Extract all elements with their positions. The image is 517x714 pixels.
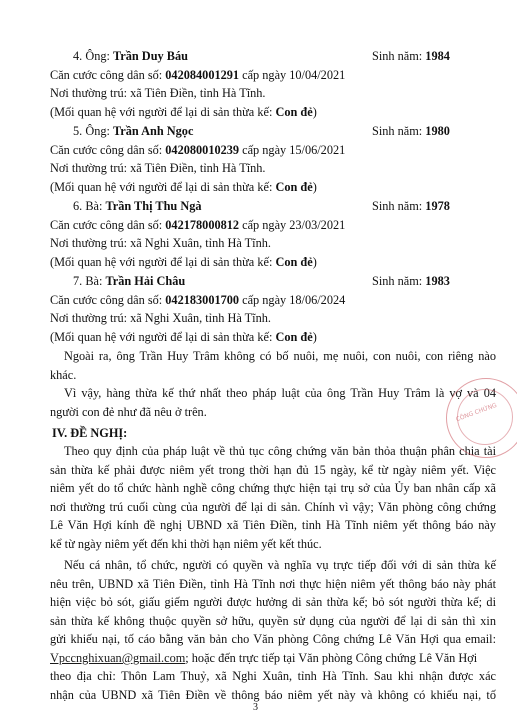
para-complaint-line-7: theo địa chỉ: Thôn Lam Thuỷ, xã Nghi Xuân, tỉnh Hà Tĩnh. Sau khi nhận được xác — [50, 669, 496, 683]
birth-year: 1980 — [425, 124, 450, 138]
heir-title: Bà: — [85, 199, 103, 213]
heir-number: 4. — [73, 49, 83, 63]
id-number: 042178000812 — [165, 218, 240, 232]
heir-4-residence: Nơi thường trú: xã Tiên Điền, tỉnh Hà Tĩnh. — [50, 86, 266, 100]
para-besides-line-1: Ngoài ra, ông Trần Huy Trâm không có bố nuôi, mẹ nuôi, con nuôi, con riêng nào — [64, 349, 496, 363]
heir-7-relation — [50, 329, 317, 345]
email-link[interactable]: Vpccnghixuan@gmail.com — [50, 651, 186, 665]
para-request-line-5: Lê Văn Hợi kính đề nghị UBND xã Tiên Điền, tỉnh Hà Tĩnh niêm yết thông báo này — [50, 518, 496, 532]
heir-title: Ông: — [85, 49, 110, 63]
section-heading: IV. ĐỀ NGHỊ: — [52, 426, 128, 440]
id-label: Căn cước công dân số: — [50, 218, 163, 232]
birth-year: 1984 — [425, 49, 450, 63]
para-thus-line-1: Vì vậy, hàng thừa kế thứ nhất theo pháp luật của ông Trần Huy Trâm là vợ và 04 — [64, 386, 496, 400]
id-number: 042080010239 — [165, 143, 240, 157]
para-request-line-6: kể từ ngày niêm yết đến khi thời hạn niêm yết kết thúc. — [50, 537, 322, 551]
relation-close: ) — [312, 330, 317, 344]
relation-value: Con đẻ — [275, 105, 313, 119]
relation-value: Con đẻ — [275, 330, 313, 344]
para-request-line-2: sản thừa kế phải được niêm yết trong thời hạn đủ 15 ngày, kể từ ngày niêm yết. Việc — [50, 463, 496, 477]
heir-4-id-line — [50, 67, 345, 83]
para-complaint-line-5: gửi khiếu nại, tố cáo bằng văn bản cho Văn phòng Công chứng Lê Văn Hợi qua email: — [50, 632, 496, 646]
heir-title: Bà: — [85, 274, 103, 288]
heir-6-name-line — [73, 198, 202, 214]
heir-6-residence: Nơi thường trú: xã Nghi Xuân, tỉnh Hà Tĩnh. — [50, 236, 271, 250]
heir-5-relation — [50, 179, 317, 195]
birth-year: 1983 — [425, 274, 450, 288]
heir-title: Ông: — [85, 124, 110, 138]
heir-6-relation — [50, 254, 317, 270]
id-number: 042183001700 — [165, 293, 240, 307]
line-text: ; hoặc đến trực tiếp tại Văn phòng Công chứng Lê Văn Hợi — [185, 651, 478, 665]
heir-name: Trần Thị Thu Ngà — [105, 199, 202, 213]
para-complaint-line-1: Nếu cá nhân, tổ chức, người có quyền và nghĩa vụ trực tiếp đối với di sản thừa kế — [64, 558, 496, 572]
para-complaint-line-4: sản thừa kế không thuộc quyền sở hữu, quyền sử dụng của người để lại di sản thì xin — [50, 614, 496, 628]
heir-6-birth — [372, 198, 450, 214]
birth-label: Sinh năm: — [372, 199, 423, 213]
id-issue-date: cấp ngày 10/04/2021 — [242, 68, 346, 82]
id-label: Căn cước công dân số: — [50, 143, 163, 157]
id-label: Căn cước công dân số: — [50, 293, 163, 307]
heir-number: 6. — [73, 199, 83, 213]
relation-close: ) — [312, 105, 317, 119]
relation-label: (Mối quan hệ với người để lại di sản thừa kế: — [50, 105, 273, 119]
para-complaint-line-8: nhận của UBND xã Tiên Điền về thông báo niêm yết này và không có khiếu nại, tố — [50, 688, 496, 702]
relation-close: ) — [312, 180, 317, 194]
id-issue-date: cấp ngày 18/06/2024 — [242, 293, 346, 307]
birth-label: Sinh năm: — [372, 124, 423, 138]
heir-4-birth — [372, 48, 450, 64]
para-request-line-3: niêm yết do tổ chức hành nghề công chứng thực hiện tại trụ sở của Ủy ban nhân cấp xã — [50, 481, 496, 495]
para-thus-line-2: người con đẻ như đã nêu ở trên. — [50, 405, 207, 419]
heir-4-relation — [50, 104, 317, 120]
heir-5-residence: Nơi thường trú: xã Tiên Điền, tỉnh Hà Tĩnh. — [50, 161, 266, 175]
heir-number: 7. — [73, 274, 83, 288]
heir-name: Trần Hải Châu — [105, 274, 186, 288]
relation-close: ) — [312, 255, 317, 269]
relation-value: Con đẻ — [275, 180, 313, 194]
birth-label: Sinh năm: — [372, 49, 423, 63]
heir-6-id-line — [50, 217, 345, 233]
heir-name: Trần Duy Báu — [113, 49, 188, 63]
heir-5-name-line — [73, 123, 193, 139]
page-number: 3 — [253, 702, 258, 713]
stamp-text: CÔNG CHỨNG — [455, 401, 498, 424]
heir-4-name-line — [73, 48, 188, 64]
para-complaint-line-2: nêu trên, UBND xã Tiên Điền, tỉnh Hà Tĩnh nơi thực hiện niêm yết thông báo này phát — [50, 577, 496, 591]
id-issue-date: cấp ngày 15/06/2021 — [242, 143, 346, 157]
relation-label: (Mối quan hệ với người để lại di sản thừa kế: — [50, 255, 273, 269]
relation-label: (Mối quan hệ với người để lại di sản thừa kế: — [50, 180, 273, 194]
relation-label: (Mối quan hệ với người để lại di sản thừa kế: — [50, 330, 273, 344]
id-label: Căn cước công dân số: — [50, 68, 163, 82]
para-complaint-line-6 — [50, 650, 477, 666]
para-besides-line-2: khác. — [50, 368, 77, 382]
para-request-line-1: Theo quy định của pháp luật về thủ tục công chứng văn bản thỏa thuận phân chia tài — [64, 444, 496, 458]
id-issue-date: cấp ngày 23/03/2021 — [242, 218, 346, 232]
heir-7-name-line — [73, 273, 185, 289]
para-complaint-line-3: hiện việc bỏ sót, giấu giếm người được hưởng di sản thừa kế; bỏ sót người thừa kế; di — [50, 595, 496, 609]
para-request-line-4: nơi thường trú cuối cùng của người để lại di sản. Chính vì vậy; Văn phòng công chứng — [50, 500, 496, 514]
heir-7-birth — [372, 273, 450, 289]
heir-name: Trần Anh Ngọc — [113, 124, 194, 138]
heir-7-residence: Nơi thường trú: xã Nghi Xuân, tỉnh Hà Tĩnh. — [50, 311, 271, 325]
heir-5-id-line — [50, 142, 345, 158]
heir-5-birth — [372, 123, 450, 139]
heir-7-id-line — [50, 292, 345, 308]
heir-number: 5. — [73, 124, 83, 138]
relation-value: Con đẻ — [275, 255, 313, 269]
birth-year: 1978 — [425, 199, 450, 213]
id-number: 042084001291 — [165, 68, 240, 82]
birth-label: Sinh năm: — [372, 274, 423, 288]
